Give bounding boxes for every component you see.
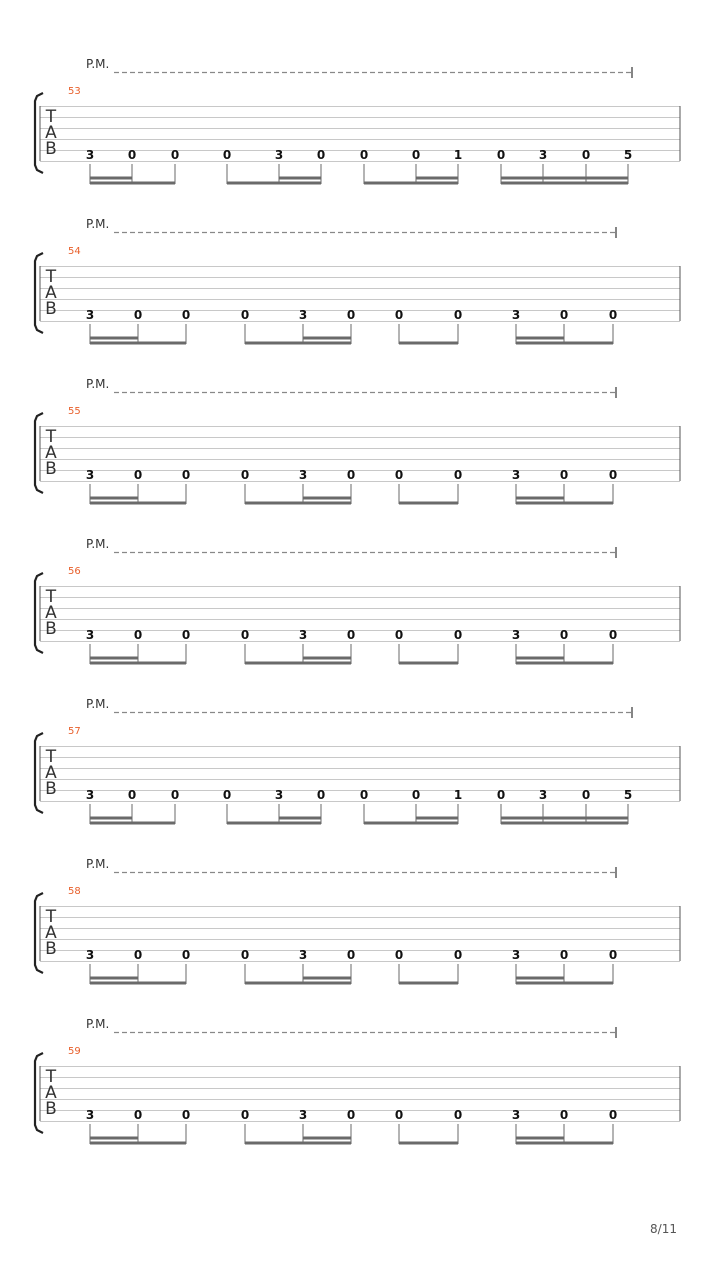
fret-number: 3 xyxy=(274,788,284,802)
beam-primary xyxy=(245,502,351,505)
beam-secondary xyxy=(303,337,351,340)
fret-number: 0 xyxy=(222,788,232,802)
tab-clef-letter: T xyxy=(45,907,57,927)
beam-secondary xyxy=(303,657,351,660)
fret-number: 0 xyxy=(181,308,191,322)
palm-mute-label: P.M. xyxy=(86,537,110,551)
fret-number: 3 xyxy=(85,948,95,962)
fret-number: 0 xyxy=(181,1108,191,1122)
beam-primary xyxy=(245,662,351,665)
beam-primary xyxy=(227,182,321,185)
beam-primary xyxy=(90,502,186,505)
fret-number: 0 xyxy=(316,788,326,802)
fret-number: 0 xyxy=(127,148,137,162)
fret-number: 3 xyxy=(511,948,521,962)
fret-number: 5 xyxy=(623,148,633,162)
beam-secondary xyxy=(516,657,564,660)
beam-secondary xyxy=(303,1137,351,1140)
beam-primary xyxy=(90,822,175,825)
tab-clef-letter: T xyxy=(45,267,57,287)
fret-number: 3 xyxy=(274,148,284,162)
beam-primary xyxy=(245,342,351,345)
fret-number: 0 xyxy=(559,468,569,482)
fret-number: 0 xyxy=(581,788,591,802)
tab-clef-letter: A xyxy=(45,763,57,783)
fret-number: 0 xyxy=(346,1108,356,1122)
beam-secondary xyxy=(90,177,132,180)
beam-secondary xyxy=(516,337,564,340)
beam-secondary xyxy=(303,977,351,980)
beam-primary xyxy=(399,982,458,985)
fret-number: 0 xyxy=(394,468,404,482)
beam-secondary xyxy=(516,1137,564,1140)
fret-number: 5 xyxy=(623,788,633,802)
beam-secondary xyxy=(90,817,132,820)
beam-primary xyxy=(399,502,458,505)
beam-primary xyxy=(399,342,458,345)
fret-number: 0 xyxy=(394,308,404,322)
palm-mute-label: P.M. xyxy=(86,57,110,71)
fret-number: 0 xyxy=(559,948,569,962)
fret-number: 3 xyxy=(298,308,308,322)
fret-number: 3 xyxy=(511,308,521,322)
fret-number: 0 xyxy=(316,148,326,162)
beam-primary xyxy=(364,182,458,185)
fret-number: 0 xyxy=(346,628,356,642)
beam-secondary xyxy=(516,497,564,500)
beam-primary xyxy=(90,342,186,345)
beam-secondary xyxy=(516,977,564,980)
fret-number: 0 xyxy=(608,948,618,962)
fret-number: 0 xyxy=(608,468,618,482)
fret-number: 0 xyxy=(496,788,506,802)
fret-number: 3 xyxy=(298,948,308,962)
fret-number: 0 xyxy=(453,1108,463,1122)
fret-number: 3 xyxy=(511,628,521,642)
measure-number: 57 xyxy=(68,726,81,737)
tab-clef-letter: T xyxy=(45,107,57,127)
fret-number: 0 xyxy=(346,308,356,322)
tab-clef-letter: A xyxy=(45,443,57,463)
beam-secondary xyxy=(501,177,628,180)
fret-number: 0 xyxy=(559,1108,569,1122)
fret-number: 0 xyxy=(394,1108,404,1122)
fret-number: 0 xyxy=(240,468,250,482)
fret-number: 0 xyxy=(240,308,250,322)
palm-mute-label: P.M. xyxy=(86,377,110,391)
fret-number: 0 xyxy=(240,628,250,642)
fret-number: 0 xyxy=(127,788,137,802)
beam-secondary xyxy=(90,1137,138,1140)
fret-number: 0 xyxy=(394,948,404,962)
beam-primary xyxy=(364,822,458,825)
beam-primary xyxy=(399,1142,458,1145)
fret-number: 0 xyxy=(181,628,191,642)
fret-number: 3 xyxy=(85,788,95,802)
measure-number: 58 xyxy=(68,886,81,897)
beam-primary xyxy=(501,822,628,825)
palm-mute-label: P.M. xyxy=(86,697,110,711)
beam-secondary xyxy=(416,817,458,820)
fret-number: 0 xyxy=(133,308,143,322)
measure-number: 59 xyxy=(68,1046,81,1057)
fret-number: 1 xyxy=(453,148,463,162)
beam-secondary xyxy=(90,657,138,660)
fret-number: 0 xyxy=(453,948,463,962)
fret-number: 0 xyxy=(133,1108,143,1122)
beam-primary xyxy=(227,822,321,825)
fret-number: 0 xyxy=(133,468,143,482)
beam-primary xyxy=(516,662,613,665)
fret-number: 3 xyxy=(298,628,308,642)
measure-number: 55 xyxy=(68,406,81,417)
tab-clef-letter: A xyxy=(45,1083,57,1103)
beam-primary xyxy=(399,662,458,665)
tab-clef-letter: B xyxy=(45,779,57,799)
fret-number: 0 xyxy=(133,948,143,962)
beam-primary xyxy=(245,1142,351,1145)
beam-secondary xyxy=(279,817,321,820)
tab-clef-letter: T xyxy=(45,427,57,447)
fret-number: 3 xyxy=(85,308,95,322)
fret-number: 0 xyxy=(453,468,463,482)
measure-number: 56 xyxy=(68,566,81,577)
beam-secondary xyxy=(303,497,351,500)
fret-number: 0 xyxy=(181,948,191,962)
fret-number: 0 xyxy=(170,148,180,162)
fret-number: 3 xyxy=(538,788,548,802)
fret-number: 0 xyxy=(411,788,421,802)
fret-number: 3 xyxy=(85,628,95,642)
fret-number: 1 xyxy=(453,788,463,802)
fret-number: 3 xyxy=(538,148,548,162)
fret-number: 0 xyxy=(346,468,356,482)
tab-clef-letter: B xyxy=(45,139,57,159)
fret-number: 3 xyxy=(511,468,521,482)
fret-number: 0 xyxy=(581,148,591,162)
fret-number: 3 xyxy=(298,468,308,482)
fret-number: 0 xyxy=(453,628,463,642)
fret-number: 3 xyxy=(511,1108,521,1122)
fret-number: 0 xyxy=(181,468,191,482)
fret-number: 0 xyxy=(359,788,369,802)
fret-number: 0 xyxy=(559,308,569,322)
fret-number: 0 xyxy=(608,308,618,322)
beam-primary xyxy=(516,982,613,985)
fret-number: 0 xyxy=(222,148,232,162)
palm-mute-label: P.M. xyxy=(86,1017,110,1031)
fret-number: 3 xyxy=(85,468,95,482)
fret-number: 0 xyxy=(240,948,250,962)
fret-number: 0 xyxy=(608,1108,618,1122)
beam-secondary xyxy=(90,497,138,500)
measure-number: 53 xyxy=(68,86,81,97)
beam-primary xyxy=(90,982,186,985)
beam-primary xyxy=(90,662,186,665)
beam-secondary xyxy=(90,977,138,980)
tab-clef-letter: A xyxy=(45,283,57,303)
beam-secondary xyxy=(279,177,321,180)
beam-primary xyxy=(90,1142,186,1145)
fret-number: 0 xyxy=(453,308,463,322)
beam-primary xyxy=(245,982,351,985)
fret-number: 0 xyxy=(240,1108,250,1122)
beam-secondary xyxy=(416,177,458,180)
page-number: 8/11 xyxy=(650,1222,677,1236)
tab-clef-letter: B xyxy=(45,939,57,959)
fret-number: 0 xyxy=(411,148,421,162)
tab-clef-letter: T xyxy=(45,747,57,767)
palm-mute-label: P.M. xyxy=(86,857,110,871)
tab-clef-letter: B xyxy=(45,1099,57,1119)
fret-number: 0 xyxy=(170,788,180,802)
beam-secondary xyxy=(501,817,628,820)
tab-clef-letter: T xyxy=(45,587,57,607)
fret-number: 0 xyxy=(496,148,506,162)
fret-number: 0 xyxy=(133,628,143,642)
fret-number: 0 xyxy=(346,948,356,962)
fret-number: 0 xyxy=(608,628,618,642)
beam-primary xyxy=(501,182,628,185)
fret-number: 0 xyxy=(394,628,404,642)
tab-clef-letter: B xyxy=(45,299,57,319)
beam-primary xyxy=(90,182,175,185)
tab-clef-letter: B xyxy=(45,459,57,479)
beam-primary xyxy=(516,502,613,505)
fret-number: 3 xyxy=(85,148,95,162)
beam-primary xyxy=(516,1142,613,1145)
measure-number: 54 xyxy=(68,246,81,257)
tab-clef-letter: B xyxy=(45,619,57,639)
beam-primary xyxy=(516,342,613,345)
fret-number: 3 xyxy=(298,1108,308,1122)
fret-number: 0 xyxy=(559,628,569,642)
tab-clef-letter: T xyxy=(45,1067,57,1087)
tab-clef-letter: A xyxy=(45,603,57,623)
fret-number: 3 xyxy=(85,1108,95,1122)
palm-mute-label: P.M. xyxy=(86,217,110,231)
tab-clef-letter: A xyxy=(45,123,57,143)
beam-secondary xyxy=(90,337,138,340)
tab-clef-letter: A xyxy=(45,923,57,943)
fret-number: 0 xyxy=(359,148,369,162)
